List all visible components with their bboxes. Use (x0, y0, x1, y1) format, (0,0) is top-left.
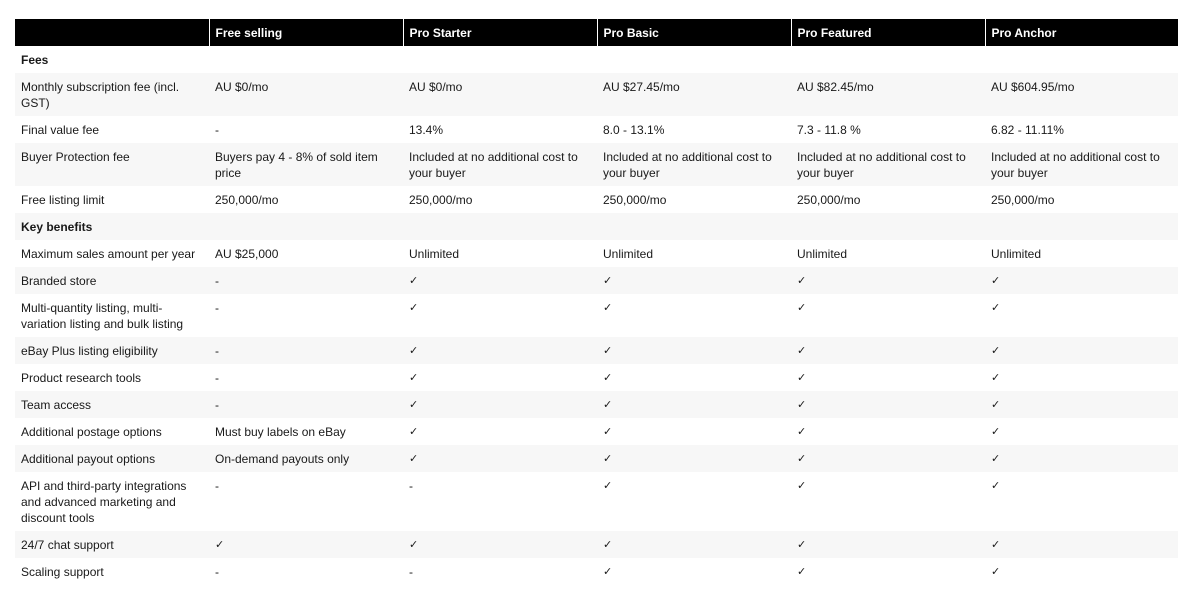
checkmark-icon: ✓ (985, 364, 1178, 391)
section-title: Key benefits (15, 213, 1178, 240)
not-included-dash: - (403, 558, 597, 585)
table-cell: On-demand payouts only (209, 445, 403, 472)
table-row (15, 558, 1178, 585)
not-included-dash: - (209, 337, 403, 364)
table-cell: 250,000/mo (403, 186, 597, 213)
not-included-dash: - (403, 472, 597, 531)
not-included-dash: - (209, 472, 403, 531)
feature-label: API and third-party integrations and advanced marketing and discount tools (15, 472, 209, 531)
table-cell: Included at no additional cost to your buyer (597, 143, 791, 186)
table-cell: Included at no additional cost to your buyer (985, 143, 1178, 186)
checkmark-icon: ✓ (791, 391, 985, 418)
checkmark-icon: ✓ (403, 267, 597, 294)
feature-label: Free listing limit (15, 186, 209, 213)
checkmark-icon: ✓ (791, 364, 985, 391)
table-row (15, 73, 1178, 116)
feature-label: Maximum sales amount per year (15, 240, 209, 267)
feature-label: Team access (15, 391, 209, 418)
table-row (15, 267, 1178, 294)
checkmark-icon: ✓ (791, 294, 985, 337)
table-cell: Unlimited (985, 240, 1178, 267)
section-title: Fees (15, 46, 1178, 73)
table-cell: AU $82.45/mo (791, 73, 985, 116)
checkmark-icon: ✓ (403, 445, 597, 472)
header-cell-free-selling: Free selling (209, 19, 403, 46)
checkmark-icon: ✓ (403, 364, 597, 391)
table-cell: AU $604.95/mo (985, 73, 1178, 116)
table-row (15, 391, 1178, 418)
checkmark-icon: ✓ (985, 558, 1178, 585)
comparison-table-wrapper (15, 19, 1178, 585)
checkmark-icon: ✓ (597, 531, 791, 558)
table-row (15, 418, 1178, 445)
checkmark-icon: ✓ (985, 294, 1178, 337)
table-cell: Buyers pay 4 - 8% of sold item price (209, 143, 403, 186)
table-row (15, 364, 1178, 391)
not-included-dash: - (209, 116, 403, 143)
checkmark-icon: ✓ (791, 267, 985, 294)
table-cell: 250,000/mo (985, 186, 1178, 213)
plan-comparison-table (15, 19, 1178, 585)
checkmark-icon: ✓ (985, 267, 1178, 294)
table-cell: 13.4% (403, 116, 597, 143)
checkmark-icon: ✓ (597, 558, 791, 585)
checkmark-icon: ✓ (209, 531, 403, 558)
not-included-dash: - (209, 364, 403, 391)
table-cell: AU $0/mo (209, 73, 403, 116)
feature-label: eBay Plus listing eligibility (15, 337, 209, 364)
checkmark-icon: ✓ (597, 391, 791, 418)
table-row (15, 531, 1178, 558)
table-cell: AU $25,000 (209, 240, 403, 267)
checkmark-icon: ✓ (597, 445, 791, 472)
checkmark-icon: ✓ (597, 294, 791, 337)
table-cell: 250,000/mo (597, 186, 791, 213)
header-cell-pro-featured: Pro Featured (791, 19, 985, 46)
table-row (15, 116, 1178, 143)
feature-label: Multi-quantity listing, multi-variation listing and bulk listing (15, 294, 209, 337)
feature-label: Buyer Protection fee (15, 143, 209, 186)
checkmark-icon: ✓ (597, 472, 791, 531)
checkmark-icon: ✓ (597, 337, 791, 364)
table-row (15, 445, 1178, 472)
checkmark-icon: ✓ (791, 418, 985, 445)
checkmark-icon: ✓ (403, 531, 597, 558)
table-cell: Unlimited (597, 240, 791, 267)
checkmark-icon: ✓ (791, 445, 985, 472)
table-cell: AU $27.45/mo (597, 73, 791, 116)
header-cell-pro-starter: Pro Starter (403, 19, 597, 46)
table-cell: 250,000/mo (209, 186, 403, 213)
table-row (15, 337, 1178, 364)
checkmark-icon: ✓ (403, 294, 597, 337)
checkmark-icon: ✓ (403, 418, 597, 445)
feature-label: Additional payout options (15, 445, 209, 472)
table-body (15, 46, 1178, 585)
header-row (15, 19, 1178, 46)
table-row (15, 472, 1178, 531)
feature-label: Final value fee (15, 116, 209, 143)
checkmark-icon: ✓ (791, 472, 985, 531)
checkmark-icon: ✓ (985, 418, 1178, 445)
table-cell: Included at no additional cost to your buyer (403, 143, 597, 186)
table-cell: Unlimited (403, 240, 597, 267)
checkmark-icon: ✓ (403, 337, 597, 364)
checkmark-icon: ✓ (791, 531, 985, 558)
table-cell: 8.0 - 13.1% (597, 116, 791, 143)
table-row (15, 143, 1178, 186)
feature-label: Product research tools (15, 364, 209, 391)
header-cell-feature (15, 19, 209, 46)
not-included-dash: - (209, 391, 403, 418)
checkmark-icon: ✓ (597, 418, 791, 445)
not-included-dash: - (209, 267, 403, 294)
table-row (15, 294, 1178, 337)
checkmark-icon: ✓ (597, 267, 791, 294)
table-row (15, 240, 1178, 267)
table-cell: 7.3 - 11.8 % (791, 116, 985, 143)
header-cell-pro-basic: Pro Basic (597, 19, 791, 46)
checkmark-icon: ✓ (791, 337, 985, 364)
table-cell: Unlimited (791, 240, 985, 267)
table-row (15, 186, 1178, 213)
feature-label: Additional postage options (15, 418, 209, 445)
section-header-row (15, 46, 1178, 73)
checkmark-icon: ✓ (791, 558, 985, 585)
checkmark-icon: ✓ (985, 391, 1178, 418)
table-cell: 250,000/mo (791, 186, 985, 213)
checkmark-icon: ✓ (985, 445, 1178, 472)
checkmark-icon: ✓ (985, 337, 1178, 364)
table-cell: Included at no additional cost to your buyer (791, 143, 985, 186)
checkmark-icon: ✓ (985, 472, 1178, 531)
table-cell: AU $0/mo (403, 73, 597, 116)
table-header (15, 19, 1178, 46)
checkmark-icon: ✓ (985, 531, 1178, 558)
section-header-row (15, 213, 1178, 240)
feature-label: Scaling support (15, 558, 209, 585)
feature-label: Branded store (15, 267, 209, 294)
feature-label: Monthly subscription fee (incl. GST) (15, 73, 209, 116)
checkmark-icon: ✓ (403, 391, 597, 418)
table-cell: Must buy labels on eBay (209, 418, 403, 445)
checkmark-icon: ✓ (597, 364, 791, 391)
not-included-dash: - (209, 294, 403, 337)
header-cell-pro-anchor: Pro Anchor (985, 19, 1178, 46)
table-cell: 6.82 - 11.11% (985, 116, 1178, 143)
feature-label: 24/7 chat support (15, 531, 209, 558)
not-included-dash: - (209, 558, 403, 585)
